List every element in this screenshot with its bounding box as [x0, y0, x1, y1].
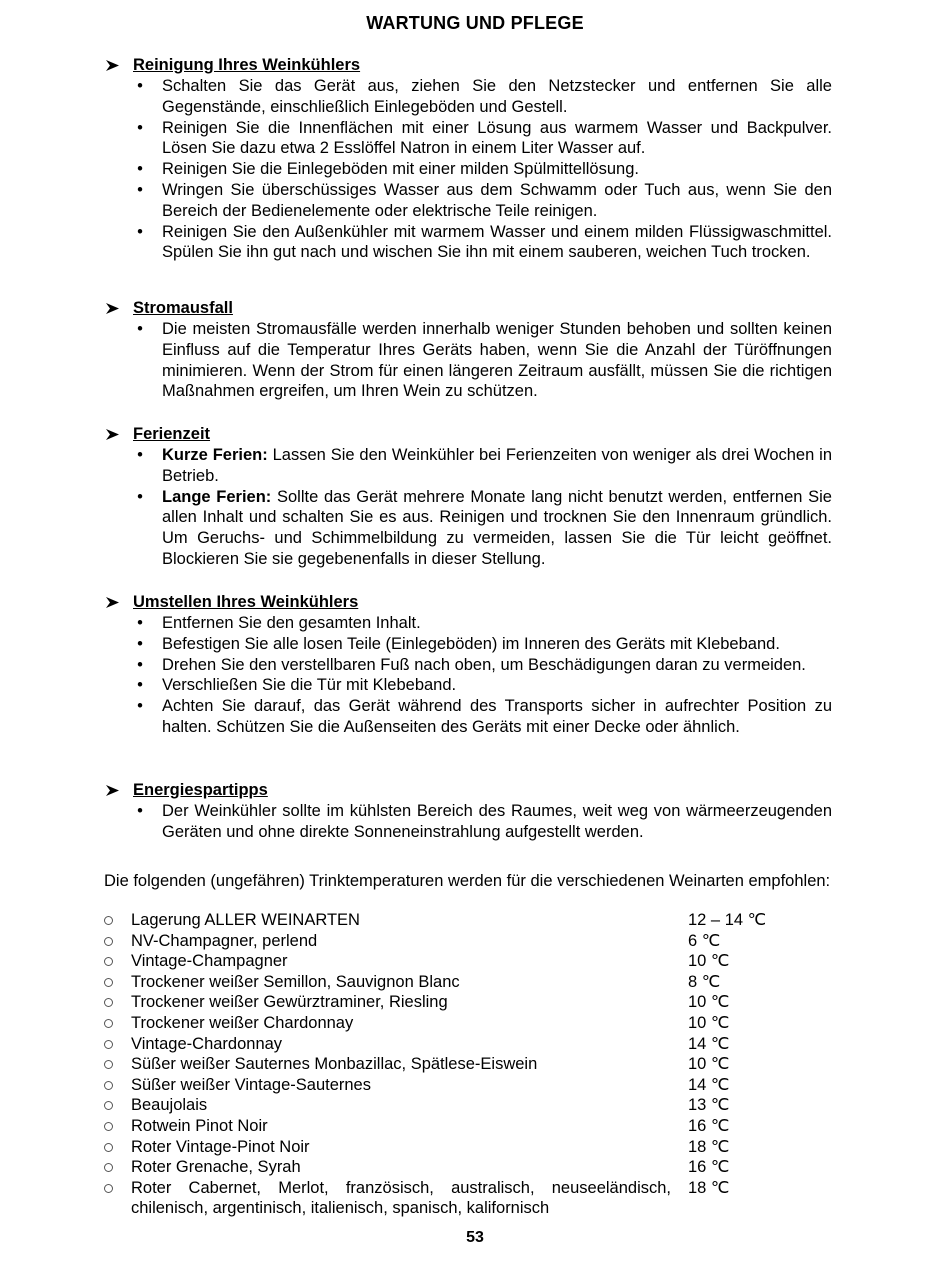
circle-bullet-icon [104, 916, 113, 925]
bullet-text: Verschließen Sie die Tür mit Klebeband. [162, 676, 457, 695]
circle-bullet-icon [104, 1163, 113, 1172]
wine-temperature: 10 ℃ [688, 1013, 730, 1032]
bullet-item [104, 613, 832, 634]
section-2 [104, 424, 832, 570]
bullet-item [104, 159, 832, 180]
bullet-dot-icon: • [137, 320, 143, 338]
bullet-text: Der Weinkühler sollte im kühlsten Bereich des Raumes, weit weg von wärmeerzeugenden Geräten und ohne direkte Sonneneinstrahlung aufgestellt werden. [162, 802, 832, 841]
wine-row [104, 951, 832, 972]
bullet-item [104, 445, 832, 487]
wine-name: Rotwein Pinot Noir [131, 1116, 268, 1135]
bullet-dot-icon: • [137, 487, 143, 506]
wine-temperature: 12 – 14 ℃ [688, 911, 767, 929]
wine-temperature: 13 ℃ [688, 1096, 730, 1115]
section-title: Reinigung Ihres Weinkühlers [133, 56, 361, 74]
bullet-text: Drehen Sie den verstellbaren Fuß nach oben, um Beschädigungen daran zu vermeiden. [162, 655, 806, 674]
arrow-bullet-icon [104, 780, 122, 801]
bullet-item [104, 487, 832, 570]
section-title: Umstellen Ihres Weinkühlers [133, 593, 359, 611]
wine-row [104, 1116, 832, 1137]
bullet-dot-icon: • [137, 634, 143, 653]
section-1 [104, 298, 832, 402]
wine-row [104, 910, 832, 931]
bullet-list [104, 319, 832, 402]
bullet-lead: Lange Ferien: [162, 487, 272, 506]
wine-temperature: 14 ℃ [688, 1075, 730, 1094]
bullet-text: Achten Sie darauf, das Gerät während des Transports sicher in aufrechter Position zu halten. Schützen Sie die Außenseiten des Geräts mit einer Decke oder ähnlich. [162, 697, 832, 736]
wine-temperature: 18 ℃ [688, 1137, 730, 1156]
bullet-dot-icon: • [137, 655, 143, 674]
wine-row [104, 1095, 832, 1116]
section-4 [104, 780, 832, 843]
bullet-dot-icon: • [137, 446, 143, 464]
bullet-dot-icon: • [137, 77, 143, 95]
section-heading [104, 592, 832, 613]
bullet-item [104, 118, 832, 160]
circle-bullet-icon [104, 957, 113, 966]
wine-temperature: 10 ℃ [688, 993, 730, 1012]
bullet-list [104, 76, 832, 263]
bullet-text: Wringen Sie überschüssiges Wasser aus dem Schwamm oder Tuch aus, wenn Sie den Bereich der Bedienelemente oder elektrische Teile reinigen. [162, 180, 832, 220]
wine-name: Süßer weißer Sauternes Monbazillac, Spätlese-Eiswein [131, 1055, 538, 1074]
bullet-dot-icon: • [137, 802, 143, 820]
wine-row [104, 972, 832, 993]
bullet-item [104, 76, 832, 118]
wine-temperature: 6 ℃ [688, 931, 721, 950]
bullet-text: Reinigen Sie die Innenflächen mit einer Lösung aus warmem Wasser und Backpulver. Lösen Sie dazu etwa 2 Esslöffel Natron in einem Liter Wasser auf. [162, 118, 832, 158]
bullet-item [104, 696, 832, 738]
wine-name: Trockener weißer Gewürztraminer, Riesling [131, 993, 448, 1012]
bullet-text: Befestigen Sie alle losen Teile (Einlegeböden) im Inneren des Geräts mit Klebeband. [162, 634, 780, 653]
bullet-item [104, 655, 832, 676]
wine-temperature: 18 ℃ [688, 1178, 730, 1197]
bullet-dot-icon: • [137, 160, 143, 179]
section-heading [104, 55, 832, 76]
wine-name: Roter Cabernet, Merlot, französisch, australisch, neuseeländisch, chilenisch, argentinisch, italienisch, spanisch, kalifornisch [131, 1178, 671, 1218]
section-0 [104, 55, 832, 263]
bullet-item [104, 675, 832, 696]
wine-name: Trockener weißer Semillon, Sauvignon Blanc [131, 972, 460, 991]
section-title: Ferienzeit [133, 425, 211, 443]
wine-name: Süßer weißer Vintage-Sauternes [131, 1075, 371, 1094]
bullet-item [104, 319, 832, 402]
section-heading [104, 298, 832, 319]
wine-name: Vintage-Champagner [131, 952, 288, 971]
bullet-item [104, 801, 832, 843]
bullet-text: Schalten Sie das Gerät aus, ziehen Sie den Netzstecker und entfernen Sie alle Gegenstände, einschließlich Einlegeböden und Gestell. [162, 77, 832, 116]
bullet-dot-icon: • [137, 614, 143, 632]
section-heading [104, 780, 832, 801]
bullet-list [104, 613, 832, 738]
circle-bullet-icon [104, 1060, 113, 1069]
wine-row [104, 992, 832, 1013]
wine-temperature: 10 ℃ [688, 1055, 730, 1074]
circle-bullet-icon [104, 1019, 113, 1028]
wine-name: Roter Grenache, Syrah [131, 1158, 301, 1177]
wine-temperature: 16 ℃ [688, 1158, 730, 1177]
bullet-text: Entfernen Sie den gesamten Inhalt. [162, 614, 421, 632]
wine-temperature: 14 ℃ [688, 1034, 730, 1053]
bullet-dot-icon: • [137, 222, 143, 241]
bullet-text: Die meisten Stromausfälle werden innerhalb weniger Stunden behoben und sollten keinen Einfluss auf die Temperatur Ihres Geräts haben, wenn Sie die Anzahl der Türöffnungen minimieren. Wenn der Strom für einen längeren Zeitraum ausfällt, müssen Sie die richtigen Maßnahmen ergreifen, um Ihren Wein zu schützen. [162, 320, 832, 401]
wine-row [104, 1013, 832, 1034]
bullet-dot-icon: • [137, 676, 143, 695]
bullet-dot-icon: • [137, 180, 143, 199]
page-title: WARTUNG UND PFLEGE [366, 13, 584, 33]
wine-row [104, 1034, 832, 1055]
bullet-item [104, 222, 832, 264]
arrow-bullet-icon [104, 592, 122, 613]
section-3 [104, 592, 832, 738]
bullet-text: Reinigen Sie den Außenkühler mit warmem Wasser und einem milden Flüssigwaschmittel. Spülen Sie ihn gut nach und wischen Sie ihn mit einem sauberen, weichen Tuch trocken. [162, 222, 832, 262]
circle-bullet-icon [104, 1184, 113, 1193]
page-number: 53 [466, 1229, 484, 1246]
wine-name: Beaujolais [131, 1096, 208, 1115]
wine-row [104, 1157, 832, 1178]
bullet-text: Lassen Sie den Weinkühler bei Ferienzeiten von weniger als drei Wochen in Betrieb. [162, 446, 832, 485]
wine-row [104, 1054, 832, 1075]
wine-name: Trockener weißer Chardonnay [131, 1013, 354, 1032]
wine-temperature: 8 ℃ [688, 972, 721, 991]
bullet-item [104, 634, 832, 655]
wine-temperature: 10 ℃ [688, 952, 730, 971]
wine-row [104, 1137, 832, 1158]
arrow-bullet-icon [104, 298, 122, 319]
wine-temperature: 16 ℃ [688, 1116, 730, 1135]
arrow-bullet-icon [104, 424, 122, 445]
circle-bullet-icon [104, 1040, 113, 1049]
circle-bullet-icon [104, 1122, 113, 1131]
circle-bullet-icon [104, 978, 113, 987]
section-title: Stromausfall [133, 299, 233, 317]
bullet-list [104, 801, 832, 843]
bullet-text: Reinigen Sie die Einlegeböden mit einer milden Spülmittellösung. [162, 160, 639, 179]
circle-bullet-icon [104, 1143, 113, 1152]
bullet-text: Sollte das Gerät mehrere Monate lang nicht benutzt werden, entfernen Sie allen Inhalt und schalten Sie es aus. Reinigen und trocknen Sie den Innenraum gründlich. Um Geruchs- und Schimmelbildung zu vermeiden, lassen Sie die Tür leicht geöffnet. Blockieren Sie sie gegebenenfalls in dieser Stellung. [162, 487, 832, 568]
wine-row [104, 1075, 832, 1096]
wine-row [104, 1178, 832, 1219]
circle-bullet-icon [104, 937, 113, 946]
arrow-bullet-icon [104, 55, 122, 76]
wine-row [104, 931, 832, 952]
circle-bullet-icon [104, 1101, 113, 1110]
bullet-item [104, 180, 832, 222]
wine-name: Lagerung ALLER WEINARTEN [131, 911, 360, 929]
wine-name: Vintage-Chardonnay [131, 1034, 283, 1053]
wine-temperature-list [104, 910, 832, 1219]
circle-bullet-icon [104, 998, 113, 1007]
wine-name: Roter Vintage-Pinot Noir [131, 1137, 310, 1156]
circle-bullet-icon [104, 1081, 113, 1090]
wine-name: NV-Champagner, perlend [131, 931, 318, 950]
bullet-dot-icon: • [137, 697, 143, 716]
bullet-list [104, 445, 832, 570]
bullet-dot-icon: • [137, 118, 143, 137]
bullet-lead: Kurze Ferien: [162, 446, 268, 464]
section-title: Energiespartipps [133, 781, 268, 799]
section-heading [104, 424, 832, 445]
temperature-intro: Die folgenden (ungefähren) Trinktemperaturen werden für die verschiedenen Weinarten empfohlen: [104, 872, 831, 890]
